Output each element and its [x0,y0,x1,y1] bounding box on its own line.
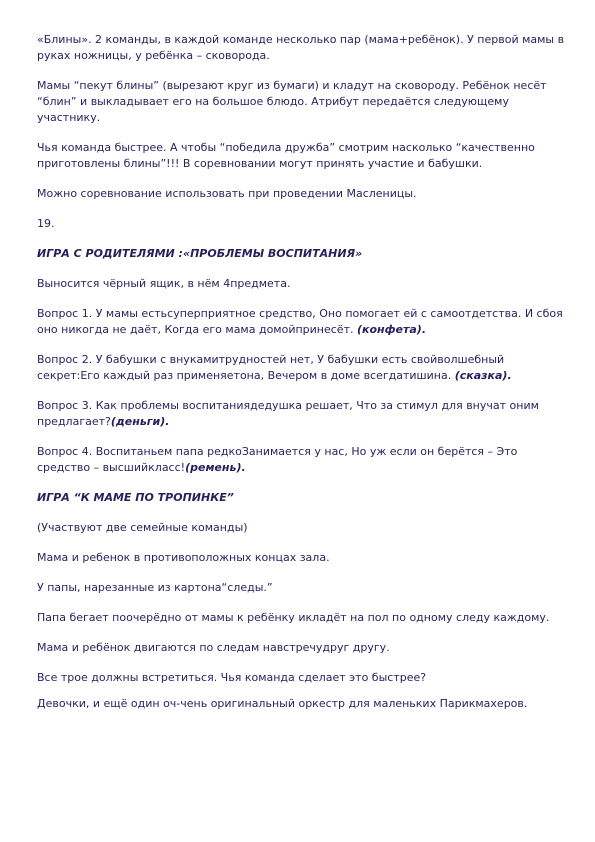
question-1 [37,306,565,338]
question-3-answer: (деньги). [110,415,170,428]
paragraph-blini-rules: Мамы “пекут блины” (вырезают круг из бумаги) и кладут на сковороду. Ребёнок несёт “блин” и выкладывает его на большое блюдо. Атрибут передаётся следующему участнику. [37,79,547,124]
paragraph-blini-intro: «Блины». 2 команды, в каждой команде несколько пар (мама+ребёнок). У первой мамы в руках ножницы, у ребёнка – сковорода. [37,33,565,62]
document-page [37,32,565,726]
question-3 [37,398,565,430]
question-2-text: Вопрос 2. У бабушки с внукамитрудностей нет, У бабушки есть свойволшебный секрет:Его каждый раз применяетона, Вечером в доме всегдатишина. [37,353,505,382]
heading-parents-game: ИГРА С РОДИТЕЛЯМИ :«ПРОБЛЕМЫ ВОСПИТАНИЯ» [37,247,363,260]
paragraph-dad-runs: Папа бегает поочерёдно от мамы к ребёнку икладёт на пол по одному следу каждому. [37,611,550,624]
heading-path-game: ИГРА “К МАМЕ ПО ТРОПИНКЕ” [37,491,234,504]
paragraph-black-box: Выносится чёрный ящик, в нём 4предмета. [37,277,291,290]
paragraph-blini-winner: Чья команда быстрее. А чтобы “победила дружба” смотрим насколько “качественно приготовлены блины”!!! В соревновании могут принять участие и бабушки. [37,141,535,170]
paragraph-positions: Мама и ребенок в противоположных концах зала. [37,551,330,564]
question-4-text: Вопрос 4. Воспитаньем папа редкоЗанимается у нас, Но уж если он берётся – Это средство – высшийкласс! [37,445,518,474]
paragraph-meet: Все трое должны встретиться. Чья команда сделает это быстрее? [37,671,427,684]
question-1-text: Вопрос 1. У мамы естьсуперприятное средство, Оно помогает ей с самоотдетства. И сбоя оно никогда не даёт, Когда его мама домойпринесёт. [37,307,563,336]
paragraph-orchestra: Девочки, и ещё один оч-чень оригинальный оркестр для маленьких Парикмахеров. [37,697,528,710]
paragraph-maslenitsa: Можно соревнование использовать при проведении Масленицы. [37,187,417,200]
question-2-answer: (сказка). [454,369,512,382]
question-4 [37,444,565,476]
paragraph-move-along: Мама и ребёнок двигаются по следам навстречудруг другу. [37,641,390,654]
section-number: 19. [37,217,55,230]
question-2 [37,352,565,384]
paragraph-footprints: У папы, нарезанные из картона“следы.” [37,581,273,594]
question-4-answer: (ремень). [185,461,246,474]
paragraph-teams: (Участвуют две семейные команды) [37,521,248,534]
question-3-text: Вопрос 3. Как проблемы воспитаниядедушка решает, Что за стимул для внучат оним предлагает? [37,399,539,428]
question-1-answer: (конфета). [356,323,427,336]
